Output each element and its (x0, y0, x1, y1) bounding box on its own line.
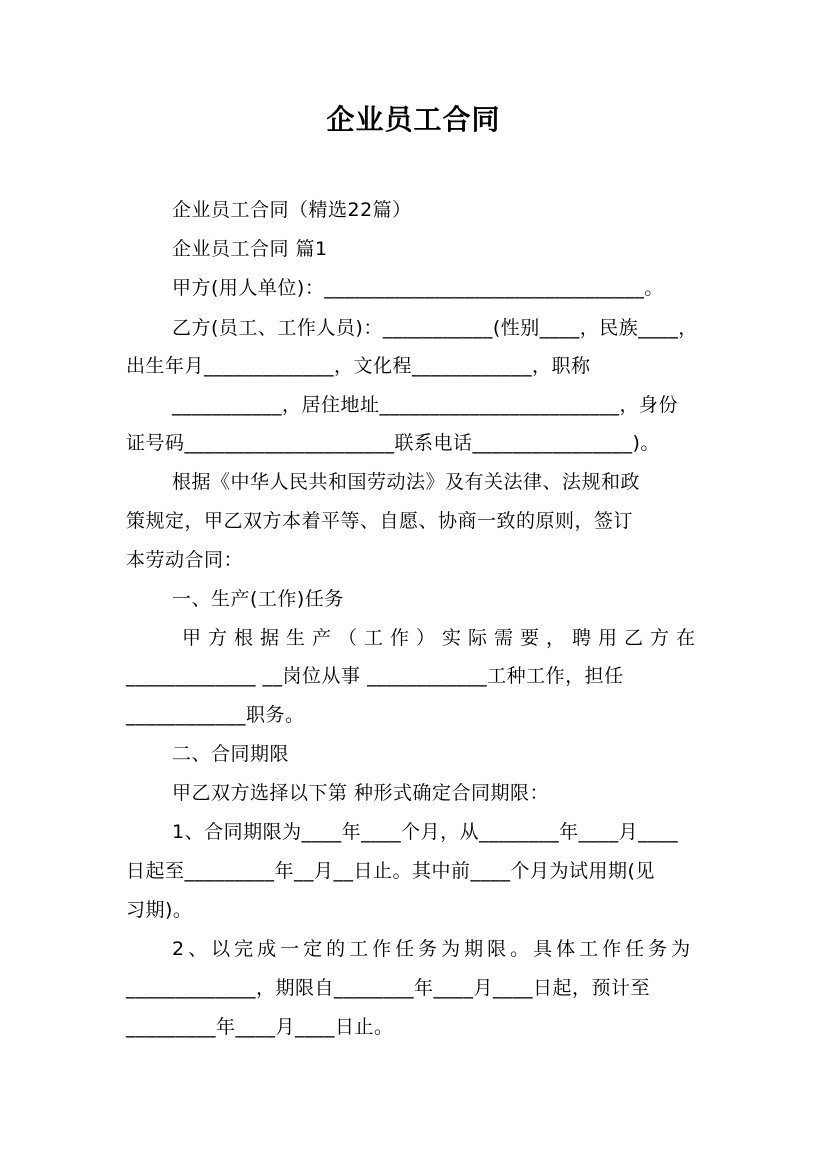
paragraph-line: 本劳动合同： (126, 549, 244, 571)
party-a-line: 甲方(用人单位)：________________________________。 (172, 277, 664, 299)
paragraph-line: 策规定，甲乙双方本着平等、自愿、协商一致的原则，签订 (126, 510, 634, 532)
paragraph-line: _____________，期限自________年____月____日起，预计至 (126, 977, 651, 999)
paragraph-line: 习期)。 (126, 899, 193, 921)
party-b-line: 乙方(员工、工作人员)：___________(性别____，民族____， (172, 317, 698, 339)
paragraph-line: 甲乙双方选择以下第 种形式确定合同期限： (172, 782, 550, 804)
paragraph-line: 日起至_________年__月__日止。其中前____个月为试用期(见 (126, 860, 655, 882)
paragraph-line: _________年____月____日止。 (126, 1016, 394, 1038)
paragraph-line: ____________职务。 (126, 704, 305, 726)
clause-heading: 一、生产(工作)任务 (172, 588, 344, 610)
paragraph-line: 根据《中华人民共和国劳动法》及有关法律、法规和政 (172, 471, 641, 493)
birth-line: 出生年月_____________，文化程____________，职称 (126, 355, 591, 377)
paragraph-line: _____________ __岗位从事 ____________工种工作，担任 (126, 665, 624, 687)
section-heading: 企业员工合同 篇1 (172, 238, 328, 260)
document-title: 企业员工合同 (326, 103, 501, 136)
paragraph-line: 1、合同期限为____年____个月，从________年____月____ (172, 821, 679, 843)
id-line: 证号码_____________________联系电话________________)。 (126, 432, 660, 454)
address-line: ___________，居住地址________________________，身份 (172, 394, 679, 416)
subtitle-line: 企业员工合同（精选22篇） (172, 199, 412, 221)
paragraph-line: 2、以完成一定的工作任务为期限。具体工作任务为 (172, 938, 695, 960)
clause-heading: 二、合同期限 (172, 743, 290, 765)
paragraph-line: 甲方根据生产（工作）实际需要，聘用乙方在 (182, 627, 703, 649)
